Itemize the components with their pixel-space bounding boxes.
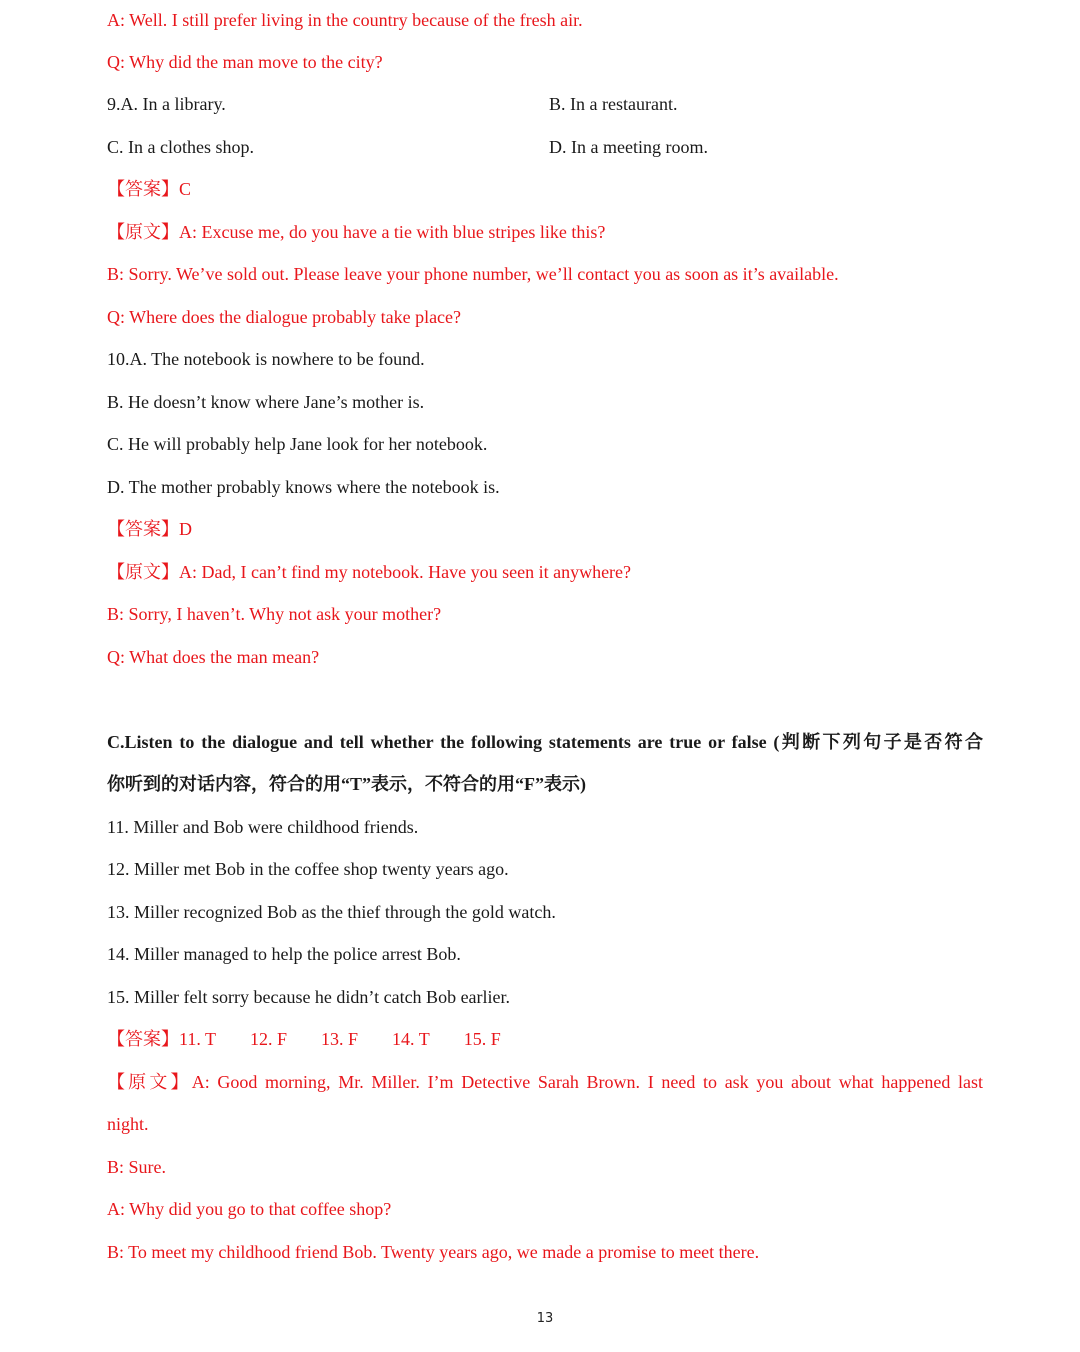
dialogue-line: B: Sure.: [107, 1157, 167, 1177]
original-text-10: 【原文】A: Dad, I can’t find my notebook. Have you seen it anywhere?: [107, 562, 632, 582]
option-10d: D. The mother probably knows where the notebook is.: [107, 477, 500, 497]
dialogue-line: B: Sorry. We’ve sold out. Please leave your phone number, we’ll contact you as soon as it’s available.: [107, 264, 839, 284]
option-10c: C. He will probably help Jane look for her notebook.: [107, 434, 488, 454]
dialogue-line: B: To meet my childhood friend Bob. Twenty years ago, we made a promise to meet there.: [107, 1242, 760, 1262]
dialogue-line: B: Sorry, I haven’t. Why not ask your mother?: [107, 604, 442, 624]
answer-item: 15. F: [463, 1029, 501, 1049]
original-text-c-cont: night.: [107, 1114, 149, 1134]
option-9d: D. In a meeting room.: [549, 137, 708, 157]
original-text-9: 【原文】A: Excuse me, do you have a tie with blue stripes like this?: [107, 222, 606, 242]
original-text-c: 【原文】A: Good morning, Mr. Miller. I’m Detective Sarah Brown. I need to ask you about what happened last: [107, 1072, 983, 1092]
statement-14: 14. Miller managed to help the police arrest Bob.: [107, 944, 461, 964]
dialogue-line: A: Well. I still prefer living in the country because of the fresh air.: [107, 10, 583, 30]
page-number: 13: [536, 1311, 554, 1326]
answer-item: 11. T: [179, 1029, 217, 1049]
statement-13: 13. Miller recognized Bob as the thief through the gold watch.: [107, 902, 556, 922]
answer-9: 【答案】C: [107, 179, 192, 199]
section-c-heading: C.Listen to the dialogue and tell whether the following statements are true or false (判断下列句子是否符合: [107, 732, 983, 752]
section-c-heading-cont: 你听到的对话内容，符合的用“T”表示，不符合的用“F”表示): [107, 774, 586, 794]
dialogue-line: A: Why did you go to that coffee shop?: [107, 1199, 392, 1219]
option-10b: B. He doesn’t know where Jane’s mother is.: [107, 392, 425, 412]
option-9c: C. In a clothes shop.: [107, 137, 254, 157]
dialogue-question: Q: Where does the dialogue probably take place?: [107, 307, 462, 327]
option-9b: B. In a restaurant.: [549, 94, 678, 114]
answer-prefix: 【答案】: [107, 1029, 179, 1049]
answer-c: [107, 1027, 535, 1051]
statement-12: 12. Miller met Bob in the coffee shop twenty years ago.: [107, 859, 509, 879]
statement-11: 11. Miller and Bob were childhood friends.: [107, 817, 419, 837]
answer-item: 13. F: [321, 1029, 359, 1049]
option-10a: 10.A. The notebook is nowhere to be found.: [107, 349, 425, 369]
answer-item: 12. F: [250, 1029, 288, 1049]
dialogue-question: Q: Why did the man move to the city?: [107, 52, 383, 72]
answer-item: 14. T: [392, 1029, 430, 1049]
dialogue-question: Q: What does the man mean?: [107, 647, 320, 667]
statement-15: 15. Miller felt sorry because he didn’t catch Bob earlier.: [107, 987, 511, 1007]
answer-10: 【答案】D: [107, 519, 192, 539]
option-9a: 9.A. In a library.: [107, 94, 226, 114]
